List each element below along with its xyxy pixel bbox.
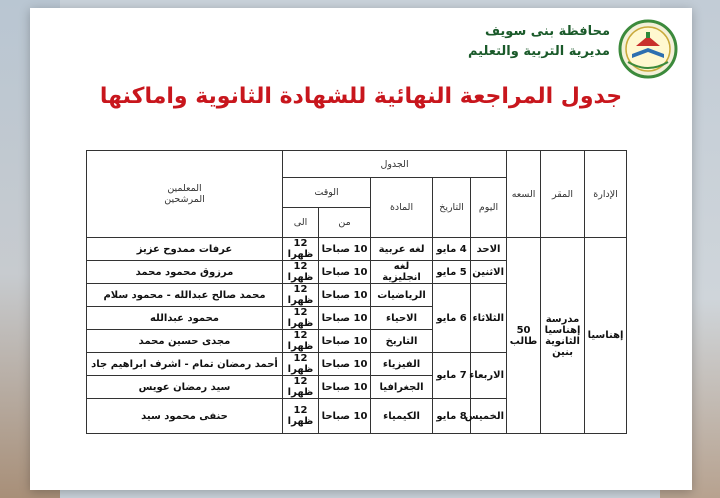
col-header-day: اليوم xyxy=(471,178,507,238)
col-header-capacity: السعه xyxy=(507,151,541,238)
to-cell: 12 ظهرا xyxy=(283,330,319,353)
teacher-cell: حنفى محمود سيد xyxy=(87,399,283,434)
subject-cell: التاريخ xyxy=(371,330,433,353)
col-header-headquarters: المقر xyxy=(541,151,585,238)
to-cell: 12 ظهرا xyxy=(283,284,319,307)
date-cell: 7 مايو xyxy=(433,353,471,399)
table-row xyxy=(87,238,627,261)
from-cell: 10 صباحا xyxy=(319,261,371,284)
subject-cell: الفيزياء xyxy=(371,353,433,376)
capacity-cell: 50 طالب xyxy=(507,238,541,434)
col-header-to: الى xyxy=(283,208,319,238)
document-page xyxy=(30,8,692,490)
day-cell: الاحد xyxy=(471,238,507,261)
teacher-cell: مجدى حسين محمد xyxy=(87,330,283,353)
schedule-table xyxy=(86,150,627,434)
day-cell: الاثنين xyxy=(471,261,507,284)
from-cell: 10 صباحا xyxy=(319,330,371,353)
administration-cell: إهناسيا xyxy=(585,238,627,434)
from-cell: 10 صباحا xyxy=(319,399,371,434)
day-cell: الخميس xyxy=(471,399,507,434)
subject-cell: الجغرافيا xyxy=(371,376,433,399)
page-title: جدول المراجعة النهائية للشهادة الثانوية واماكنها xyxy=(99,84,623,109)
col-header-subject: المادة xyxy=(371,178,433,238)
subject-cell: الرياضيات xyxy=(371,284,433,307)
col-header-administration: الإدارة xyxy=(585,151,627,238)
teacher-cell: محمود عبدالله xyxy=(87,307,283,330)
directorate-name: مديرية التربية والتعليم xyxy=(467,44,610,59)
col-header-time: الوقت xyxy=(283,178,371,208)
teacher-cell: مرزوق محمود محمد xyxy=(87,261,283,284)
to-cell: 12 ظهرا xyxy=(283,238,319,261)
from-cell: 10 صباحا xyxy=(319,238,371,261)
subject-cell: الاحياء xyxy=(371,307,433,330)
to-cell: 12 ظهرا xyxy=(283,376,319,399)
day-cell: الثلاثاء xyxy=(471,284,507,353)
to-cell: 12 ظهرا xyxy=(283,307,319,330)
directorate-logo-icon xyxy=(618,18,678,80)
to-cell: 12 ظهرا xyxy=(283,261,319,284)
header-block xyxy=(468,22,610,62)
date-cell: 6 مايو xyxy=(433,284,471,353)
subject-cell: لغه انجليزية xyxy=(371,261,433,284)
from-cell: 10 صباحا xyxy=(319,376,371,399)
subject-cell: الكيمياء xyxy=(371,399,433,434)
date-cell: 8 مايو xyxy=(433,399,471,434)
subject-cell: لغه عربية xyxy=(371,238,433,261)
to-cell: 12 ظهرا xyxy=(283,353,319,376)
teacher-cell: سيد رمضان عويس xyxy=(87,376,283,399)
col-header-from: من xyxy=(319,208,371,238)
col-header-schedule: الجدول xyxy=(283,151,507,178)
date-cell: 5 مايو xyxy=(433,261,471,284)
teacher-cell: أحمد رمضان تمام - اشرف ابراهيم جاد xyxy=(87,353,283,376)
from-cell: 10 صباحا xyxy=(319,353,371,376)
headquarters-cell: مدرسة إهناسيا الثانوية بنين xyxy=(541,238,585,434)
governorate-name: محافظة بنى سويف xyxy=(484,24,610,39)
from-cell: 10 صباحا xyxy=(319,307,371,330)
from-cell: 10 صباحا xyxy=(319,284,371,307)
date-cell: 4 مايو xyxy=(433,238,471,261)
teacher-cell: محمد صالح عبدالله - محمود سلام xyxy=(87,284,283,307)
col-header-teachers: المعلمين المرشحين xyxy=(87,151,283,238)
day-cell: الاربعاء xyxy=(471,353,507,399)
to-cell: 12 ظهرا xyxy=(283,399,319,434)
col-header-date: التاريخ xyxy=(433,178,471,238)
teacher-cell: عرفات ممدوح عزيز xyxy=(87,238,283,261)
